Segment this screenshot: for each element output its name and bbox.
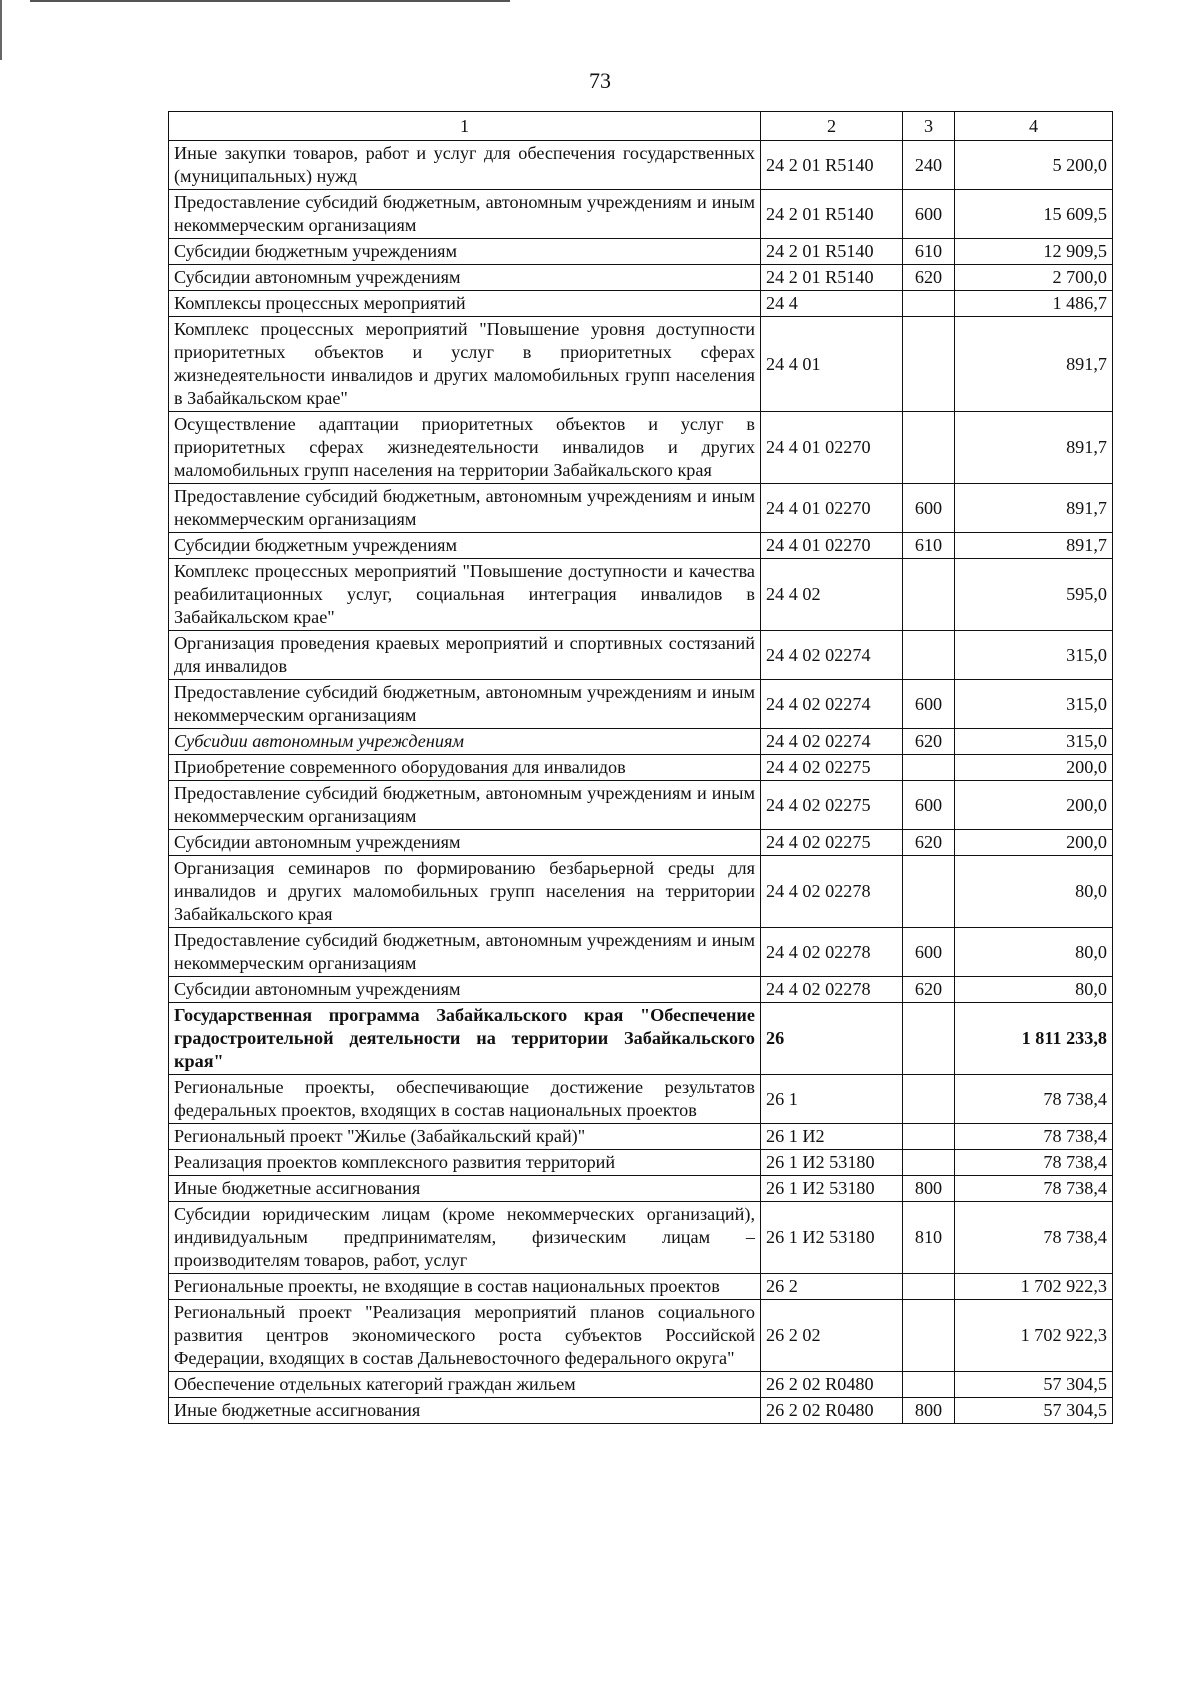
row-name: Комплекс процессных мероприятий "Повышение доступности и качества реабилитационных услуг, социальная интеграция инвалидов в Забайкальском крае": [169, 559, 761, 631]
table-row: [169, 533, 1113, 559]
table-row: [169, 781, 1113, 830]
row-sum: 200,0: [955, 755, 1113, 781]
table-row: [169, 141, 1113, 190]
row-code: 24 2 01 R5140: [761, 190, 903, 239]
row-sum: 5 200,0: [955, 141, 1113, 190]
row-expense-type: 800: [903, 1176, 955, 1202]
row-expense-type: [903, 755, 955, 781]
row-name: Комплексы процессных мероприятий: [169, 291, 761, 317]
row-code: 24 4 02 02275: [761, 781, 903, 830]
row-sum: 78 738,4: [955, 1075, 1113, 1124]
row-name: Предоставление субсидий бюджетным, автономным учреждениям и иным некоммерческим организациям: [169, 190, 761, 239]
table-row: [169, 1274, 1113, 1300]
row-code: 24 4 02 02275: [761, 755, 903, 781]
row-expense-type: 600: [903, 680, 955, 729]
row-expense-type: [903, 1075, 955, 1124]
row-name: Субсидии автономным учреждениям: [169, 830, 761, 856]
row-name: Предоставление субсидий бюджетным, автономным учреждениям и иным некоммерческим организациям: [169, 781, 761, 830]
table-row: [169, 265, 1113, 291]
row-name: Иные закупки товаров, работ и услуг для обеспечения государственных (муниципальных) нужд: [169, 141, 761, 190]
row-sum: 891,7: [955, 484, 1113, 533]
row-code: 26 1 И2 53180: [761, 1202, 903, 1274]
row-code: 26 1 И2 53180: [761, 1150, 903, 1176]
table-row: [169, 830, 1113, 856]
row-expense-type: 620: [903, 729, 955, 755]
row-name: Субсидии автономным учреждениям: [169, 265, 761, 291]
row-name: Предоставление субсидий бюджетным, автономным учреждениям и иным некоммерческим организациям: [169, 680, 761, 729]
row-expense-type: 600: [903, 190, 955, 239]
row-expense-type: [903, 1124, 955, 1150]
row-expense-type: [903, 1300, 955, 1372]
row-name: Организация семинаров по формированию безбарьерной среды для инвалидов и других маломобильных групп населения на территории Забайкальского края: [169, 856, 761, 928]
table-row: [169, 680, 1113, 729]
row-expense-type: 600: [903, 781, 955, 830]
table-row: [169, 239, 1113, 265]
row-sum: 1 702 922,3: [955, 1274, 1113, 1300]
row-code: 24 4 02 02278: [761, 928, 903, 977]
row-code: 24 4 02 02278: [761, 856, 903, 928]
row-code: 24 2 01 R5140: [761, 265, 903, 291]
row-sum: 315,0: [955, 631, 1113, 680]
table-row: [169, 729, 1113, 755]
row-expense-type: [903, 412, 955, 484]
table-row: [169, 856, 1113, 928]
row-name: Субсидии юридическим лицам (кроме некоммерческих организаций), индивидуальным предпринимателям, физическим лицам – производителям товаров, работ, услуг: [169, 1202, 761, 1274]
row-expense-type: [903, 1150, 955, 1176]
row-sum: 891,7: [955, 533, 1113, 559]
row-sum: 891,7: [955, 412, 1113, 484]
row-code: 24 4: [761, 291, 903, 317]
row-sum: 57 304,5: [955, 1398, 1113, 1424]
table-row: [169, 1176, 1113, 1202]
row-code: 24 4 02 02274: [761, 631, 903, 680]
budget-table: [168, 111, 1113, 1424]
row-expense-type: [903, 1274, 955, 1300]
row-sum: 78 738,4: [955, 1124, 1113, 1150]
row-name: Иные бюджетные ассигнования: [169, 1398, 761, 1424]
row-sum: 57 304,5: [955, 1372, 1113, 1398]
row-name: Реализация проектов комплексного развития территорий: [169, 1150, 761, 1176]
row-expense-type: 620: [903, 265, 955, 291]
row-name: Субсидии бюджетным учреждениям: [169, 533, 761, 559]
header-col-4: 4: [955, 112, 1113, 141]
row-code: 24 2 01 R5140: [761, 239, 903, 265]
row-sum: 80,0: [955, 928, 1113, 977]
row-name: Государственная программа Забайкальского края "Обеспечение градостроительной деятельности на территории Забайкальского края": [169, 1003, 761, 1075]
table-row: [169, 1003, 1113, 1075]
row-expense-type: 600: [903, 484, 955, 533]
row-expense-type: 810: [903, 1202, 955, 1274]
row-sum: 1 811 233,8: [955, 1003, 1113, 1075]
row-code: 26: [761, 1003, 903, 1075]
row-sum: 315,0: [955, 680, 1113, 729]
table-row: [169, 484, 1113, 533]
row-name: Осуществление адаптации приоритетных объектов и услуг в приоритетных сферах жизнедеятельности инвалидов и других маломобильных групп населения на территории Забайкальского края: [169, 412, 761, 484]
row-name: Субсидии автономным учреждениям: [169, 729, 761, 755]
table-row: [169, 1372, 1113, 1398]
scan-artifact-left: [0, 0, 2, 60]
page-number: 73: [589, 68, 611, 93]
scan-artifact-top: [30, 0, 510, 2]
row-code: 24 4 01 02270: [761, 533, 903, 559]
row-expense-type: 620: [903, 830, 955, 856]
table-row: [169, 631, 1113, 680]
row-name: Предоставление субсидий бюджетным, автономным учреждениям и иным некоммерческим организациям: [169, 484, 761, 533]
row-code: 24 4 02 02278: [761, 977, 903, 1003]
row-expense-type: [903, 291, 955, 317]
row-expense-type: 600: [903, 928, 955, 977]
row-name: Субсидии автономным учреждениям: [169, 977, 761, 1003]
table-row: [169, 1075, 1113, 1124]
row-name: Предоставление субсидий бюджетным, автономным учреждениям и иным некоммерческим организациям: [169, 928, 761, 977]
row-name: Региональный проект "Жилье (Забайкальский край)": [169, 1124, 761, 1150]
header-col-2: 2: [761, 112, 903, 141]
table-row: [169, 1150, 1113, 1176]
row-sum: 891,7: [955, 317, 1113, 412]
table-row: [169, 755, 1113, 781]
table-row: [169, 1202, 1113, 1274]
row-sum: 2 700,0: [955, 265, 1113, 291]
row-sum: 12 909,5: [955, 239, 1113, 265]
row-expense-type: [903, 631, 955, 680]
row-expense-type: 610: [903, 533, 955, 559]
row-sum: 80,0: [955, 977, 1113, 1003]
row-code: 26 2 02: [761, 1300, 903, 1372]
row-expense-type: [903, 1003, 955, 1075]
row-expense-type: 620: [903, 977, 955, 1003]
header-col-1: 1: [169, 112, 761, 141]
row-code: 24 4 02 02274: [761, 729, 903, 755]
row-code: 24 4 02: [761, 559, 903, 631]
row-sum: 595,0: [955, 559, 1113, 631]
row-sum: 78 738,4: [955, 1202, 1113, 1274]
row-expense-type: [903, 1372, 955, 1398]
table-row: [169, 928, 1113, 977]
row-sum: 78 738,4: [955, 1150, 1113, 1176]
row-sum: 1 702 922,3: [955, 1300, 1113, 1372]
row-sum: 315,0: [955, 729, 1113, 755]
table-row: [169, 412, 1113, 484]
row-name: Субсидии бюджетным учреждениям: [169, 239, 761, 265]
row-code: 24 4 02 02274: [761, 680, 903, 729]
row-code: 24 4 02 02275: [761, 830, 903, 856]
row-name: Приобретение современного оборудования для инвалидов: [169, 755, 761, 781]
row-expense-type: [903, 317, 955, 412]
row-code: 24 4 01 02270: [761, 484, 903, 533]
row-code: 26 2 02 R0480: [761, 1372, 903, 1398]
table-row: [169, 291, 1113, 317]
table-row: [169, 1124, 1113, 1150]
row-code: 26 2: [761, 1274, 903, 1300]
row-sum: 1 486,7: [955, 291, 1113, 317]
table-row: [169, 317, 1113, 412]
row-name: Иные бюджетные ассигнования: [169, 1176, 761, 1202]
table-header-row: [169, 112, 1113, 141]
row-sum: 200,0: [955, 781, 1113, 830]
row-name: Региональные проекты, не входящие в состав национальных проектов: [169, 1274, 761, 1300]
table-row: [169, 1398, 1113, 1424]
row-code: 26 1 И2: [761, 1124, 903, 1150]
row-code: 24 4 01: [761, 317, 903, 412]
row-name: Организация проведения краевых мероприятий и спортивных состязаний для инвалидов: [169, 631, 761, 680]
row-expense-type: 610: [903, 239, 955, 265]
row-code: 26 1 И2 53180: [761, 1176, 903, 1202]
row-code: 26 1: [761, 1075, 903, 1124]
row-sum: 78 738,4: [955, 1176, 1113, 1202]
row-code: 24 4 01 02270: [761, 412, 903, 484]
table-row: [169, 1300, 1113, 1372]
row-sum: 15 609,5: [955, 190, 1113, 239]
row-name: Обеспечение отдельных категорий граждан жильем: [169, 1372, 761, 1398]
row-code: 24 2 01 R5140: [761, 141, 903, 190]
row-expense-type: [903, 559, 955, 631]
row-code: 26 2 02 R0480: [761, 1398, 903, 1424]
row-expense-type: [903, 856, 955, 928]
row-name: Комплекс процессных мероприятий "Повышение уровня доступности приоритетных объектов и услуг в приоритетных сферах жизнедеятельности инвалидов и других маломобильных групп населения в Забайкальском крае": [169, 317, 761, 412]
row-name: Региональные проекты, обеспечивающие достижение результатов федеральных проектов, входящих в состав национальных проектов: [169, 1075, 761, 1124]
table-row: [169, 190, 1113, 239]
row-expense-type: 240: [903, 141, 955, 190]
table-body: [169, 141, 1113, 1424]
table-row: [169, 977, 1113, 1003]
row-sum: 200,0: [955, 830, 1113, 856]
table-row: [169, 559, 1113, 631]
row-expense-type: 800: [903, 1398, 955, 1424]
row-name: Региональный проект "Реализация мероприятий планов социального развития центров экономического роста субъектов Российской Федерации, входящих в состав Дальневосточного федерального округа": [169, 1300, 761, 1372]
header-col-3: 3: [903, 112, 955, 141]
row-sum: 80,0: [955, 856, 1113, 928]
